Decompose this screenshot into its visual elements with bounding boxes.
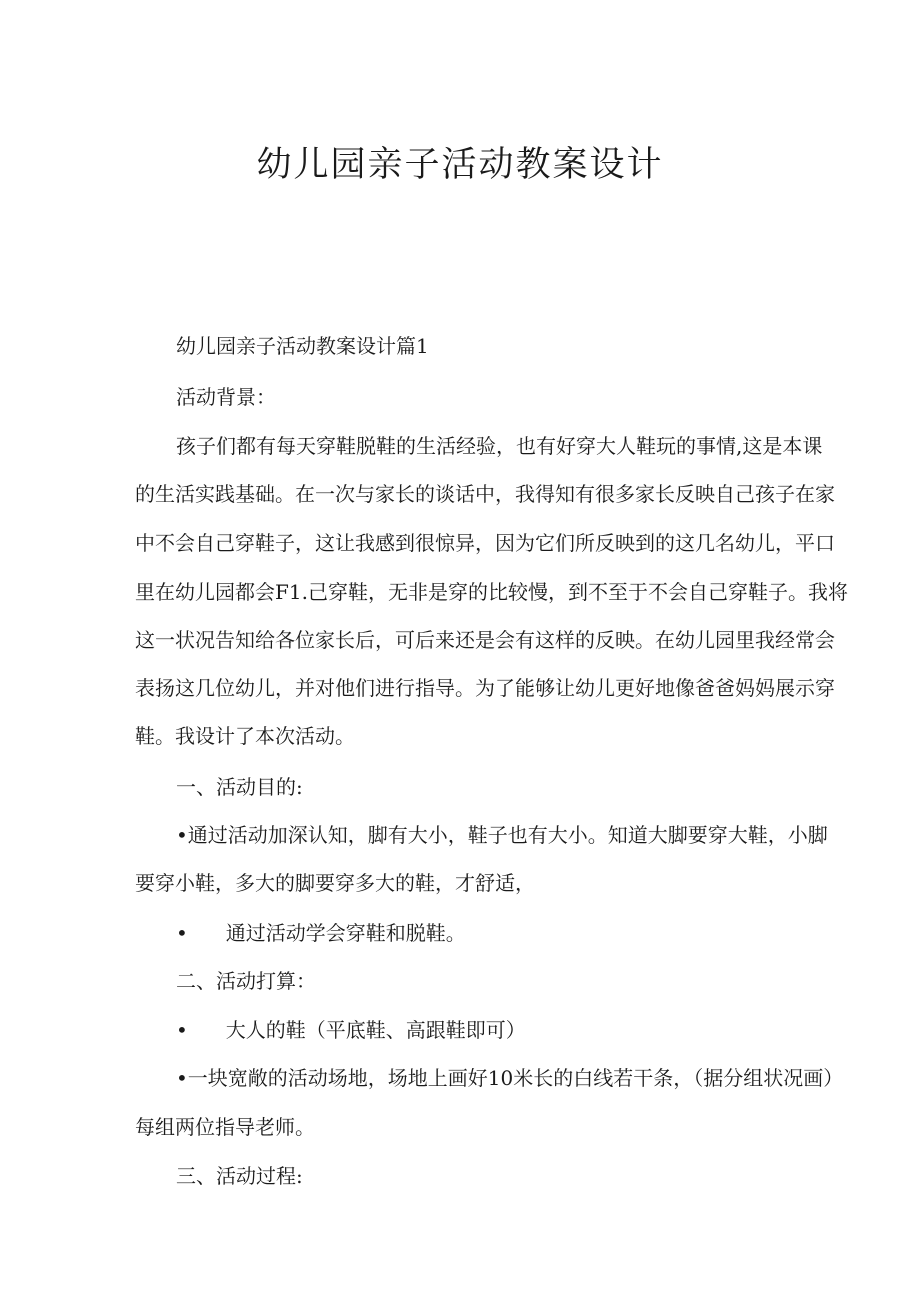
background-line-7: 鞋。我设计了本次活动。 [135,724,355,748]
prep-1-text: 大人的鞋（平底鞋、高跟鞋即可） [225,1018,526,1042]
bullet-marker: • [176,921,188,945]
goals-heading: 一、活动目的: [176,775,303,799]
bullet-marker: • [176,823,188,847]
background-label: 活动背景： [176,385,276,409]
document-title: 幼儿园亲子活动教案设计 [256,145,664,185]
prep-2-continuation: 每组两位指导老师。 [135,1115,315,1139]
background-line-6: 表扬这几位幼儿，并对他们进行指导。为了能够让幼儿更好地像爸爸妈妈展示穿 [135,676,835,700]
goal-1-text: 通过活动加深认知，脚有大小，鞋子也有大小。知道大脚要穿大鞋，小脚 [187,823,828,847]
bullet-marker: • [176,1018,188,1042]
background-line-5: 这一状况告知给各位家长后，可后来还是会有这样的反映。在幼儿园里我经常会 [135,628,835,652]
prep-item-1 [176,1016,526,1044]
prep-2-text: 一块宽敞的活动场地，场地上画好10米长的白线若干条，（据分组状况画） [187,1066,844,1090]
section-heading: 幼儿园亲子活动教案设计篇1 [176,334,429,358]
process-heading: 三、活动过程: [176,1164,303,1188]
prep-item-2 [176,1064,844,1092]
prep-heading: 二、活动打算： [176,969,316,993]
background-line-4: 里在幼儿园都会F1.己穿鞋，无非是穿的比较慢，到不至于不会自己穿鞋子。我将 [135,580,848,604]
background-line-3: 中不会自己穿鞋子，这让我感到很惊异，因为它们所反映到的这几名幼儿，平口 [135,531,835,555]
goal-2-text: 通过活动学会穿鞋和脱鞋。 [225,921,466,945]
background-line-1: 孩子们都有每天穿鞋脱鞋的生活经验，也有好穿大人鞋玩的事情,这是本课 [176,434,823,458]
goal-item-2 [176,919,466,947]
goal-1-continuation: 要穿小鞋，多大的脚要穿多大的鞋，才舒适， [135,871,535,895]
bullet-marker: • [176,1066,188,1090]
background-line-2: 的生活实践基础。在一次与家长的谈话中，我得知有很多家长反映自己孩子在家 [135,482,835,506]
goal-item-1 [176,821,828,849]
